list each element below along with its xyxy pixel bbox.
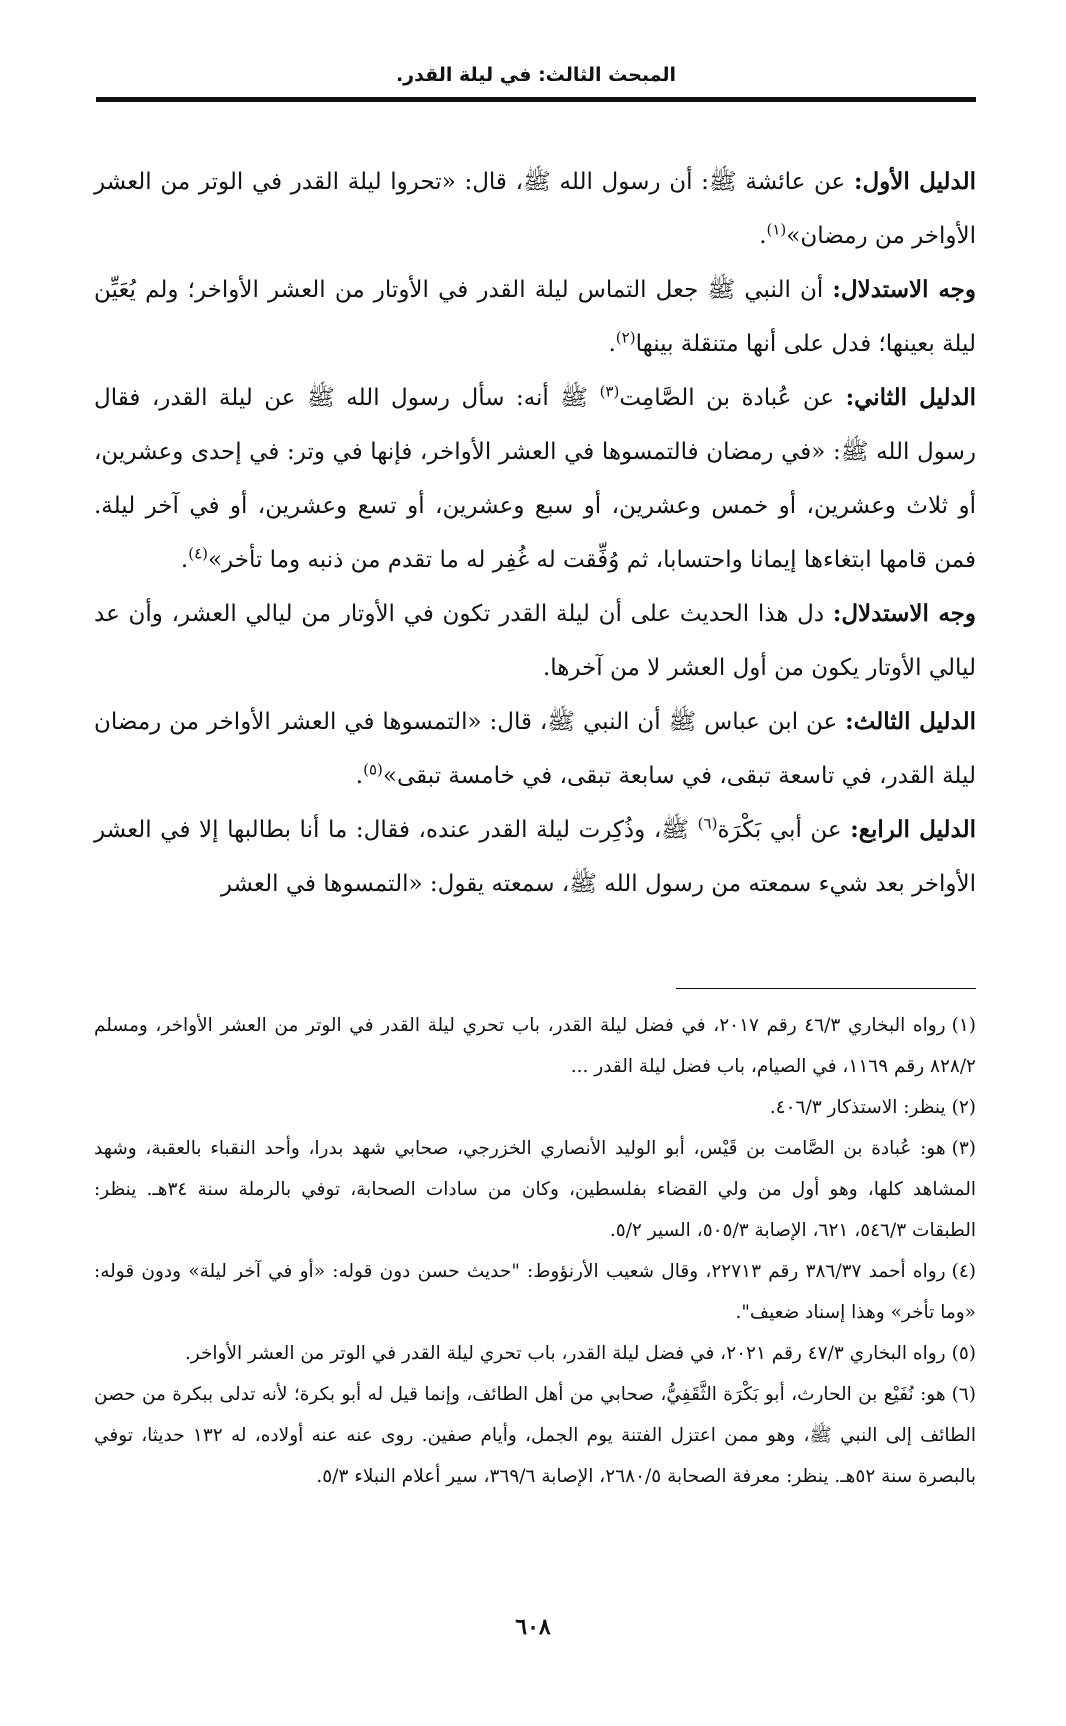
footnote-number: (٤) [951,1261,976,1282]
main-text [94,155,976,911]
footnote [94,1333,976,1374]
footnote-separator [676,988,976,989]
footnote-text: هو: نُفَيْع بن الحارث، أبو بَكْرَة الثَّقَفِيُّ، صحابي من أهل الطائف، وإنما قيل له أبو بكرة؛ لأنه تدلى ببكرة من حصن الطائف إلى النبي ﷺ، وهو ممن اعتزل الفتنة يوم الجمل، وأيام صفين. روى عنه عنه أولاده، له ١٣٢ حديثا، توفي بالبصرة سنة ٥٢هـ. ينظر: معرفة الصحابة ٢٦٨٠/٥، الإصابة ٣٦٩/٦، سير أعلام النبلاء ٥/٣. [94,1384,976,1487]
footnote-number: (٢) [951,1097,976,1118]
header-rule [96,97,976,102]
footnote-text: رواه أحمد ٣٨٦/٣٧ رقم ٢٢٧١٣، وقال شعيب الأرنؤوط: "حديث حسن دون قوله: «أو في آخر ليلة» ودون قوله: «وما تأخر» وهذا إسناد ضعيف". [94,1261,976,1323]
paragraph-text: عن ابن عباس ﷺ أن النبي ﷺ، قال: «التمسوها في العشر الأواخر من رمضان ليلة القدر، في تاسعة تبقى، في سابعة تبقى، في خامسة تبقى» [94,709,976,789]
footnote [94,1128,976,1251]
paragraph-text: أن النبي ﷺ جعل التماس ليلة القدر في الأوتار من العشر الأواخر؛ ولم يُعَيِّن ليلة بعينها؛ فدل على أنها متنقلة بينها [94,277,976,357]
paragraph-label: الدليل الثاني: [845,384,977,411]
footnote-ref[interactable]: (٢) [615,328,636,347]
paragraph-end: . [180,547,189,573]
paragraph-text: عن عُبادة بن الصَّامِت [619,385,846,411]
page-number: ٦٠٨ [515,1614,551,1640]
paragraph-end: . [759,223,767,249]
footnote-ref[interactable]: (٦) [697,814,718,833]
footnote [94,1251,976,1333]
paragraph-text: عن عائشة ﷺ: أن رسول الله ﷺ، قال: «تحروا ليلة القدر في الوتر من العشر الأواخر من رمضان» [94,169,976,249]
paragraph-label: وجه الاستدلال: [832,600,976,627]
paragraph-evidence-1 [94,155,976,263]
footnote-number: (٦) [951,1384,976,1405]
footnote-ref[interactable]: (١) [766,220,787,239]
paragraph-label: الدليل الأول: [853,168,977,195]
paragraph-end: . [355,763,364,789]
footnote [94,1087,976,1128]
footnote-ref[interactable]: (٤) [188,544,208,563]
paragraph-text: ﷺ أنه: سأل رسول الله ﷺ عن ليلة القدر، فقال رسول الله ﷺ: «في رمضان فالتمسوها في العشر الأواخر، فإنها في وتر: في إحدى وعشرين، أو ثلاث وعشرين، أو خمس وعشرين، أو سبع وعشرين، أو تسع وعشرين، أو في آخر ليلة. فمن قامها ابتغاءها إيمانا واحتسابا، ثم وُفِّقت له غُفِر له ما تقدم من ذنبه وما تأخر» [94,385,976,573]
paragraph-label: الدليل الثالث: [845,708,976,735]
footnote [94,1374,976,1497]
footnote-number: (٥) [951,1343,976,1364]
paragraph-inference-2 [94,587,976,695]
footnote-text: رواه البخاري ٤٧/٣ رقم ٢٠٢١، في فضل ليلة القدر، باب تحري ليلة القدر في الوتر من العشر الأواخر. [184,1343,946,1364]
paragraph-text: عن أبي بَكْرَة [717,817,851,843]
footnote-number: (١) [951,1015,976,1036]
footnotes [94,1005,976,1497]
footnote-text: ينظر: الاستذكار ٤٠٦/٣. [769,1097,946,1118]
paragraph-inference-1 [94,263,976,371]
paragraph-label: الدليل الرابع: [850,816,976,843]
paragraph-evidence-4 [94,803,976,911]
footnote [94,1005,976,1087]
footnote-text: رواه البخاري ٤٦/٣ رقم ٢٠١٧، في فضل ليلة القدر، باب تحري ليلة القدر في الوتر من العشر الأواخر، ومسلم ٨٢٨/٢ رقم ١١٦٩، في الصيام، باب فضل ليلة القدر ... [94,1015,976,1077]
paragraph-evidence-2 [94,371,976,587]
running-header: المبحث الثالث: في ليلة القدر. [395,64,677,86]
paragraph-end: . [608,331,616,357]
footnote-ref[interactable]: (٥) [363,760,383,779]
paragraph-text: ﷺ، وذُكِرت ليلة القدر عنده، فقال: ما أنا بطالبها إلا في العشر الأواخر بعد شيء سمعته من رسول الله ﷺ، سمعته يقول: «التمسوها في العشر [94,817,976,897]
footnote-number: (٣) [951,1138,976,1159]
paragraph-label: وجه الاستدلال: [832,276,977,303]
footnote-ref[interactable]: (٣) [599,382,620,401]
paragraph-text: دل هذا الحديث على أن ليلة القدر تكون في الأوتار من ليالي العشر، وأن عد ليالي الأوتار يكون من أول العشر لا من آخرها. [94,601,976,681]
paragraph-evidence-3 [94,695,976,803]
footnote-text: هو: عُبادة بن الصَّامت بن قَيْس، أبو الوليد الأنصاري الخزرجي، صحابي شهد بدرا، وأحد النقباء بالعقبة، وشهد المشاهد كلها، وهو أول من ولي القضاء بفلسطين، وكان من سادات الصحابة، توفي بالرملة سنة ٣٤هـ. ينظر: الطبقات ٥٤٦/٣، ٦٢١، الإصابة ٥٠٥/٣، السير ٥/٢. [94,1138,976,1241]
